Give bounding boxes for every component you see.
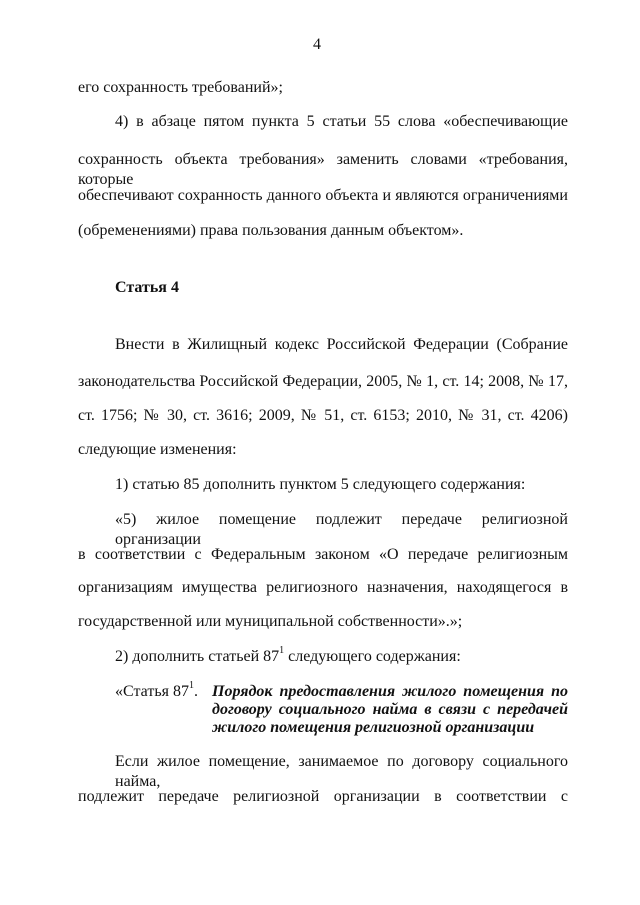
text-line: (обременениями) права пользования данным объектом». bbox=[78, 222, 464, 239]
superscript: 1 bbox=[188, 679, 194, 691]
text-line: его сохранность требований»; bbox=[78, 79, 283, 96]
text-fragment: 2) дополнить статьей 87 bbox=[115, 648, 280, 665]
text-line: подлежит передаче религиозной организации в соответствии с bbox=[78, 788, 568, 805]
article-label bbox=[115, 679, 198, 702]
text-line: 4) в абзаце пятом пункта 5 статьи 55 слова «обеспечивающие bbox=[115, 113, 568, 130]
text-line: Внести в Жилищный кодекс Российской Федерации (Собрание bbox=[115, 336, 568, 353]
text-line: следующие изменения: bbox=[78, 441, 237, 458]
text-fragment: следующего содержания: bbox=[284, 648, 461, 665]
text-line: «5) жилое помещение подлежит передаче религиозной организации bbox=[115, 511, 568, 548]
text-line: государственной или муниципальной собственности».»; bbox=[78, 613, 463, 630]
text-line: Если жилое помещение, занимаемое по договору социального найма, bbox=[115, 753, 568, 790]
text-fragment: «Статья 87 bbox=[115, 683, 189, 700]
article-heading: Статья 4 bbox=[115, 279, 179, 296]
text-fragment: . bbox=[193, 683, 198, 700]
text-line: организациям имущества религиозного назначения, находящегося в bbox=[78, 579, 568, 596]
text-line bbox=[115, 644, 461, 667]
text-line: ст. 1756; № 30, ст. 3616; 2009, № 51, ст. 6153; 2010, № 31, ст. 4206) bbox=[78, 407, 568, 424]
text-line: законодательства Российской Федерации, 2005, № 1, ст. 14; 2008, № 17, bbox=[78, 373, 568, 390]
superscript: 1 bbox=[279, 644, 285, 656]
text-line: сохранность объекта требования» заменить словами «требования, которые bbox=[78, 151, 568, 188]
text-line: в соответствии с Федеральным законом «О передаче религиозным bbox=[78, 546, 568, 563]
article-title-line: Порядок предоставления жилого помещения по bbox=[212, 683, 568, 700]
text-line: 1) статью 85 дополнить пунктом 5 следующего содержания: bbox=[115, 476, 526, 493]
text-line: обеспечивают сохранность данного объекта и являются ограничениями bbox=[78, 187, 568, 204]
page-number: 4 bbox=[313, 36, 321, 53]
article-title-line: жилого помещения религиозной организации bbox=[212, 719, 535, 736]
article-title-line: договору социального найма в связи с передачей bbox=[212, 701, 568, 718]
